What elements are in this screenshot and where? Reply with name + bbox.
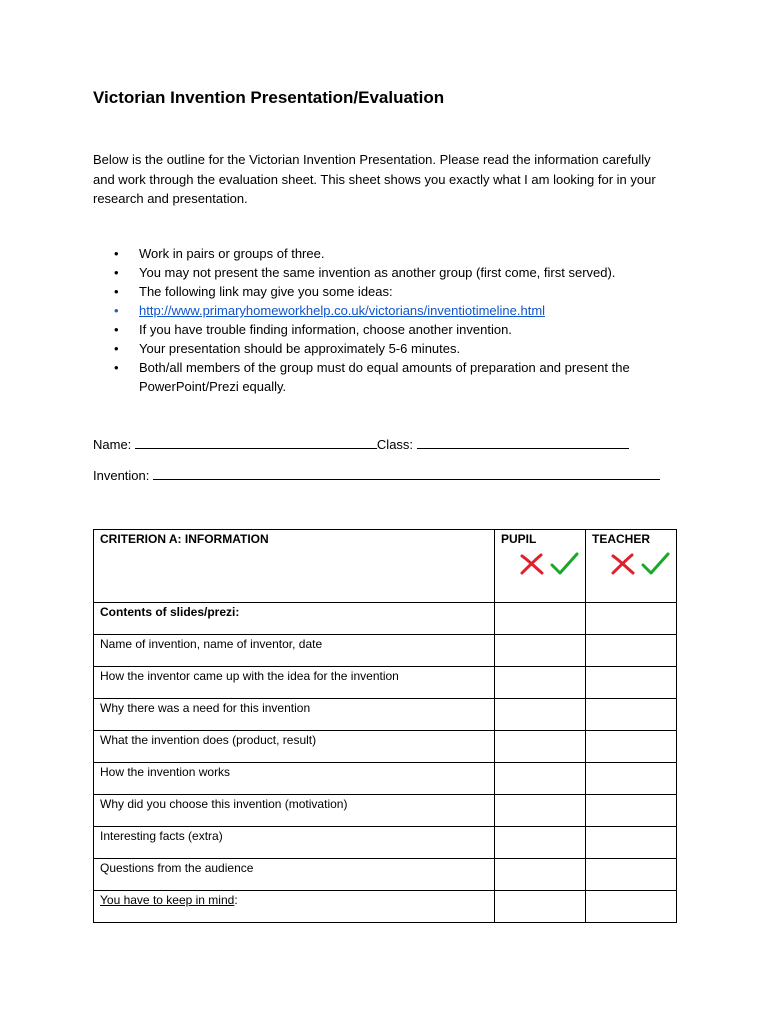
ideas-link[interactable]: http://www.primaryhomeworkhelp.co.uk/victorians/inventiotimeline.html: [139, 303, 546, 318]
list-item: [93, 301, 678, 320]
name-field[interactable]: [135, 436, 377, 449]
table-row: [94, 667, 677, 699]
criterion-cell: Why there was a need for this invention: [94, 699, 495, 731]
bullet-icon: •: [114, 303, 119, 318]
pupil-cell[interactable]: [495, 699, 586, 731]
list-item: • Work in pairs or groups of three.: [114, 246, 325, 261]
bullet-icon: •: [114, 322, 119, 337]
teacher-cell[interactable]: [586, 731, 677, 763]
table-row: [94, 699, 677, 731]
list-item: • Your presentation should be approximately 5-6 minutes.: [114, 341, 461, 356]
table-row: [94, 731, 677, 763]
check-icon: [549, 552, 579, 576]
table-header-row: [94, 530, 677, 603]
pupil-cell[interactable]: [495, 731, 586, 763]
pupil-cell[interactable]: [495, 827, 586, 859]
teacher-cell[interactable]: [586, 827, 677, 859]
pupil-cell[interactable]: [495, 603, 586, 635]
bullet-icon: •: [114, 284, 119, 299]
list-item: • You may not present the same invention as another group (first come, first served).: [114, 265, 616, 280]
cross-icon: [610, 552, 636, 576]
keep-in-mind-label: You have to keep in mind: [100, 893, 235, 907]
bullet-icon: •: [114, 265, 119, 280]
table-row: [94, 859, 677, 891]
pupil-cell[interactable]: [495, 763, 586, 795]
criterion-cell: Interesting facts (extra): [94, 827, 495, 859]
table-row: [94, 763, 677, 795]
teacher-cell[interactable]: [586, 603, 677, 635]
name-class-row: [93, 436, 629, 452]
intro-paragraph: Below is the outline for the Victorian Invention Presentation. Please read the information carefully and work through the evaluation sheet. This sheet shows you exactly what I am looking for in your research and presentation.: [93, 152, 656, 206]
teacher-cell[interactable]: [586, 891, 677, 923]
teacher-header: TEACHER: [592, 532, 651, 546]
teacher-cell[interactable]: [586, 795, 677, 827]
check-icon: [640, 552, 670, 576]
criterion-cell: What the invention does (product, result): [94, 731, 495, 763]
pupil-cell[interactable]: [495, 891, 586, 923]
table-row: You have to keep in mind:: [94, 891, 677, 923]
list-item: • If you have trouble finding information, choose another invention.: [114, 322, 512, 337]
cross-icon: [519, 552, 545, 576]
invention-label: Invention:: [93, 468, 150, 483]
table-row: [94, 795, 677, 827]
evaluation-table: [93, 529, 677, 923]
table-row: [94, 635, 677, 667]
teacher-cell[interactable]: [586, 699, 677, 731]
teacher-cell[interactable]: [586, 763, 677, 795]
class-field[interactable]: [417, 436, 629, 449]
list-item: • The following link may give you some ideas:: [114, 284, 393, 299]
criterion-cell: Questions from the audience: [94, 859, 495, 891]
class-label: Class:: [376, 437, 414, 452]
name-label: Name:: [93, 437, 132, 452]
criterion-cell: How the inventor came up with the idea for the invention: [94, 667, 495, 699]
instruction-list: [93, 244, 678, 396]
pupil-cell[interactable]: [495, 667, 586, 699]
table-row: [94, 827, 677, 859]
bullet-icon: •: [114, 360, 119, 375]
pupil-cell[interactable]: [495, 635, 586, 667]
criterion-cell: Why did you choose this invention (motivation): [94, 795, 495, 827]
invention-row: [93, 467, 660, 483]
pupil-cell[interactable]: [495, 795, 586, 827]
criterion-cell: How the invention works: [94, 763, 495, 795]
list-item: • Both/all members of the group must do equal amounts of preparation and present the PowerPoint/Prezi equally.: [114, 360, 630, 394]
page-title: Victorian Invention Presentation/Evaluation: [93, 88, 445, 107]
teacher-cell[interactable]: [586, 667, 677, 699]
bullet-icon: •: [114, 341, 119, 356]
criterion-cell: Name of invention, name of inventor, date: [94, 635, 495, 667]
pupil-header: PUPIL: [501, 532, 537, 546]
teacher-cell[interactable]: [586, 859, 677, 891]
bullet-icon: •: [114, 246, 119, 261]
invention-field[interactable]: [153, 467, 660, 480]
teacher-cell[interactable]: [586, 635, 677, 667]
pupil-cell[interactable]: [495, 859, 586, 891]
section-label: Contents of slides/prezi:: [100, 605, 240, 619]
criterion-header: CRITERION A: INFORMATION: [100, 532, 269, 546]
table-row: [94, 603, 677, 635]
